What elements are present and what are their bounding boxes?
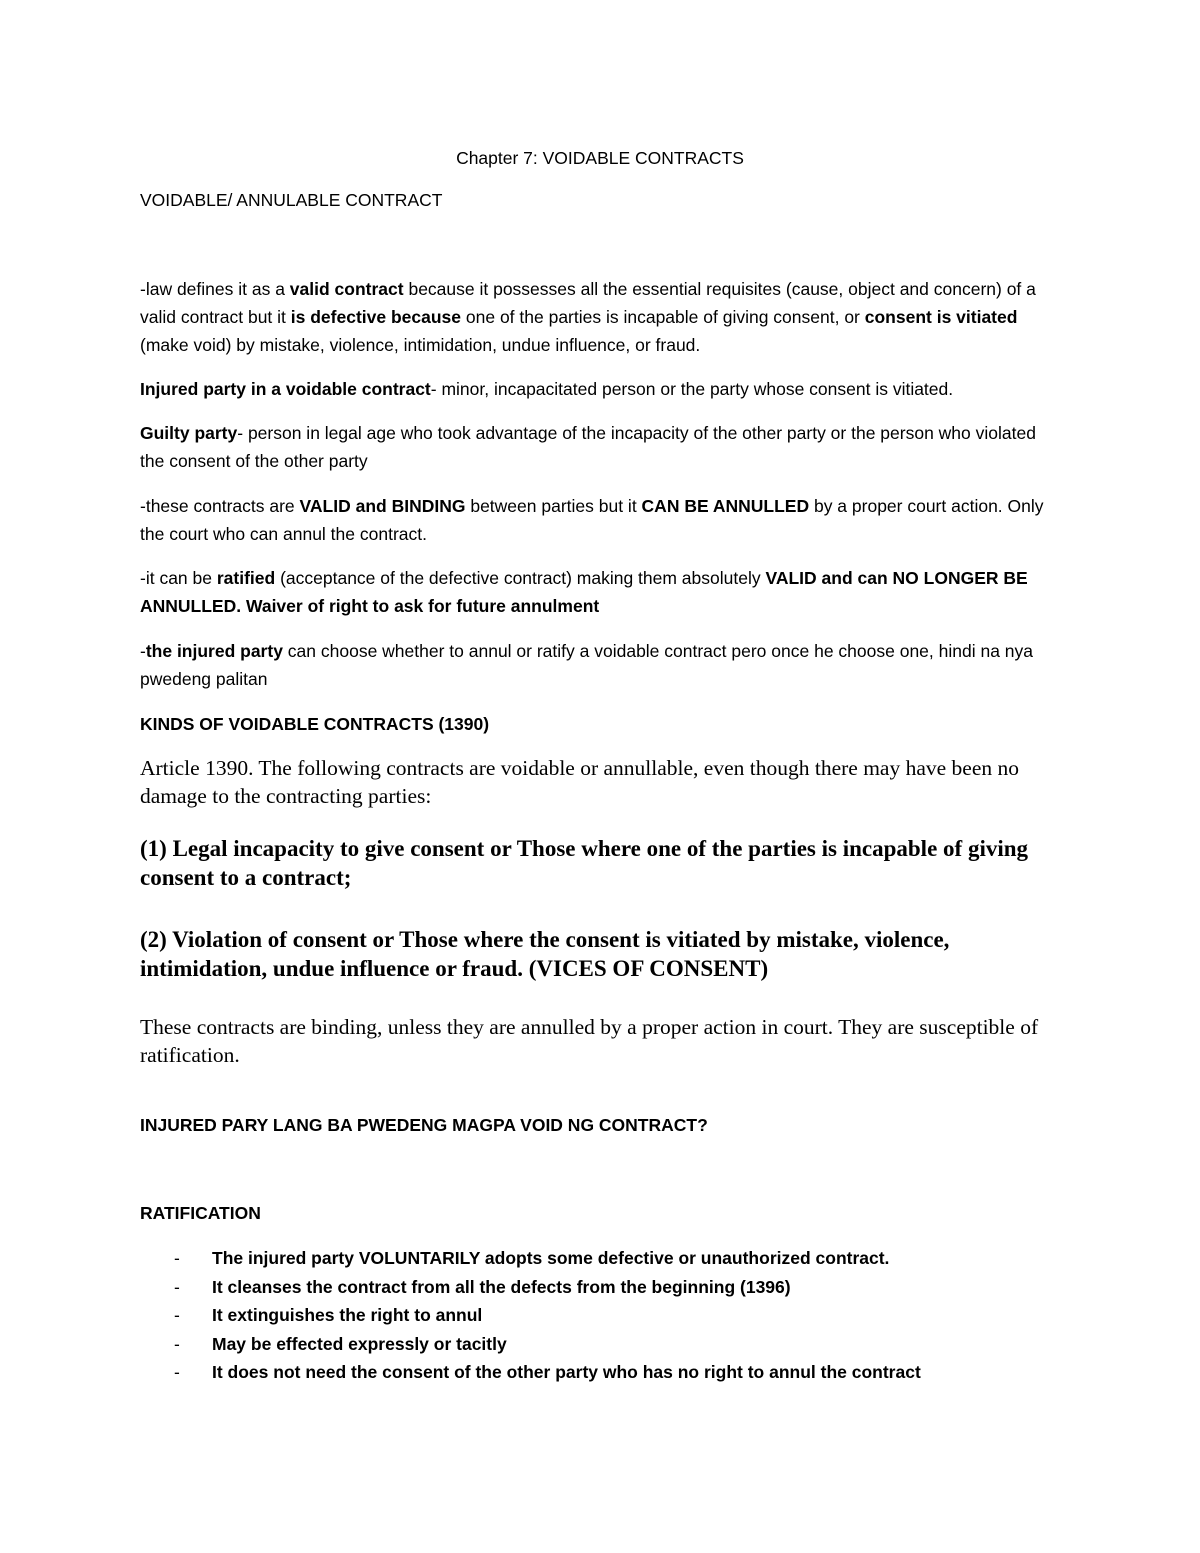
list-item-text: May be effected expressly or tacitly <box>212 1333 507 1354</box>
paragraph-choose <box>140 637 1060 693</box>
text-span: - <box>140 641 146 661</box>
ratification-list <box>140 1244 1060 1387</box>
list-item <box>140 1301 1060 1330</box>
article-item-1: (1) Legal incapacity to give consent or Those where one of the parties is incapable of giving consent to a contract; <box>140 836 1029 890</box>
text-span: because it possesses all the essential requisites (cause, object and concern) of a valid contract but it <box>140 279 1036 327</box>
bullet-dash: - <box>174 1305 180 1325</box>
text-span: by a proper court action. Only the court who can annul the contract. <box>140 496 1044 544</box>
article-item-2: (2) Violation of consent or Those where the consent is vitiated by mistake, violence, intimidation, undue influence or fraud. (VICES OF CONSENT) <box>140 927 950 981</box>
list-item-text: The injured party VOLUNTARILY adopts some defective or unauthorized contract. <box>212 1248 890 1268</box>
text-span: - person in legal age who took advantage of the incapacity of the other party or the person who violated the consent of the other party <box>140 423 1036 471</box>
bullet-dash: - <box>174 1276 180 1297</box>
text-span: between parties but it <box>465 496 642 516</box>
text-span: - minor, incapacitated person or the party whose consent is vitiated. <box>430 379 954 399</box>
list-item <box>140 1273 1060 1302</box>
bold-span: INJURED PARY LANG BA PWEDENG MAGPA VOID NG CONTRACT? <box>140 1115 708 1135</box>
heading-kinds <box>140 710 1060 738</box>
bold-span: ratified <box>216 568 276 588</box>
paragraph-ratified <box>140 564 1060 620</box>
text-span: -it can be <box>140 568 217 588</box>
heading-ratification <box>140 1199 1060 1227</box>
text-span: (make void) by mistake, violence, intimidation, undue influence, or fraud. <box>140 335 701 355</box>
heading-voidable-contract: VOIDABLE/ ANNULABLE CONTRACT <box>140 190 443 210</box>
page-title: Chapter 7: VOIDABLE CONTRACTS <box>456 148 744 168</box>
article-1390-outro: These contracts are binding, unless they are annulled by a proper action in court. They are susceptible of ratification. <box>140 1015 1039 1067</box>
bold-span: Injured party in a voidable contract <box>140 379 431 399</box>
paragraph-injured-party <box>140 375 1060 403</box>
question-heading <box>140 1111 1060 1139</box>
text-span: -these contracts are <box>140 496 300 516</box>
bold-span: RATIFICATION <box>140 1203 261 1223</box>
bold-span: CAN BE ANNULLED <box>641 496 810 516</box>
text-span: can choose whether to annul or ratify a voidable contract pero once he choose one, hindi na nya pwedeng palitan <box>140 641 1034 689</box>
bold-span: valid contract <box>289 279 404 299</box>
list-item <box>140 1244 1060 1273</box>
bold-span: the injured party <box>145 641 283 661</box>
list-item <box>140 1330 1060 1359</box>
list-item-text: It does not need the consent of the other party who has no right to annul the contract <box>212 1362 921 1382</box>
bold-span: Guilty party <box>140 423 238 443</box>
text-span: -law defines it as a <box>140 279 290 299</box>
bold-span: consent is vitiated <box>864 307 1018 327</box>
text-span: (acceptance of the defective contract) making them absolutely <box>275 568 766 588</box>
bullet-dash: - <box>174 1248 180 1268</box>
bullet-dash: - <box>174 1333 180 1354</box>
article-1390-intro: Article 1390. The following contracts are voidable or annullable, even though there may have been no damage to the contracting parties: <box>140 756 1020 808</box>
bullet-dash: - <box>174 1362 180 1382</box>
paragraph-valid-binding <box>140 492 1060 548</box>
bold-span: KINDS OF VOIDABLE CONTRACTS (1390) <box>140 714 490 734</box>
list-item-text: It extinguishes the right to annul <box>212 1305 483 1325</box>
bold-span: is defective because <box>290 307 462 327</box>
list-item <box>140 1358 1060 1387</box>
bold-span: VALID and can NO LONGER BE ANNULLED. Waiver of right to ask for future annulment <box>140 568 1028 616</box>
text-span: one of the parties is incapable of giving consent, or <box>461 307 865 327</box>
list-item-text: It cleanses the contract from all the defects from the beginning (1396) <box>212 1276 791 1297</box>
paragraph-definition <box>140 275 1060 359</box>
paragraph-guilty-party <box>140 419 1060 475</box>
bold-span: VALID and BINDING <box>299 496 466 516</box>
